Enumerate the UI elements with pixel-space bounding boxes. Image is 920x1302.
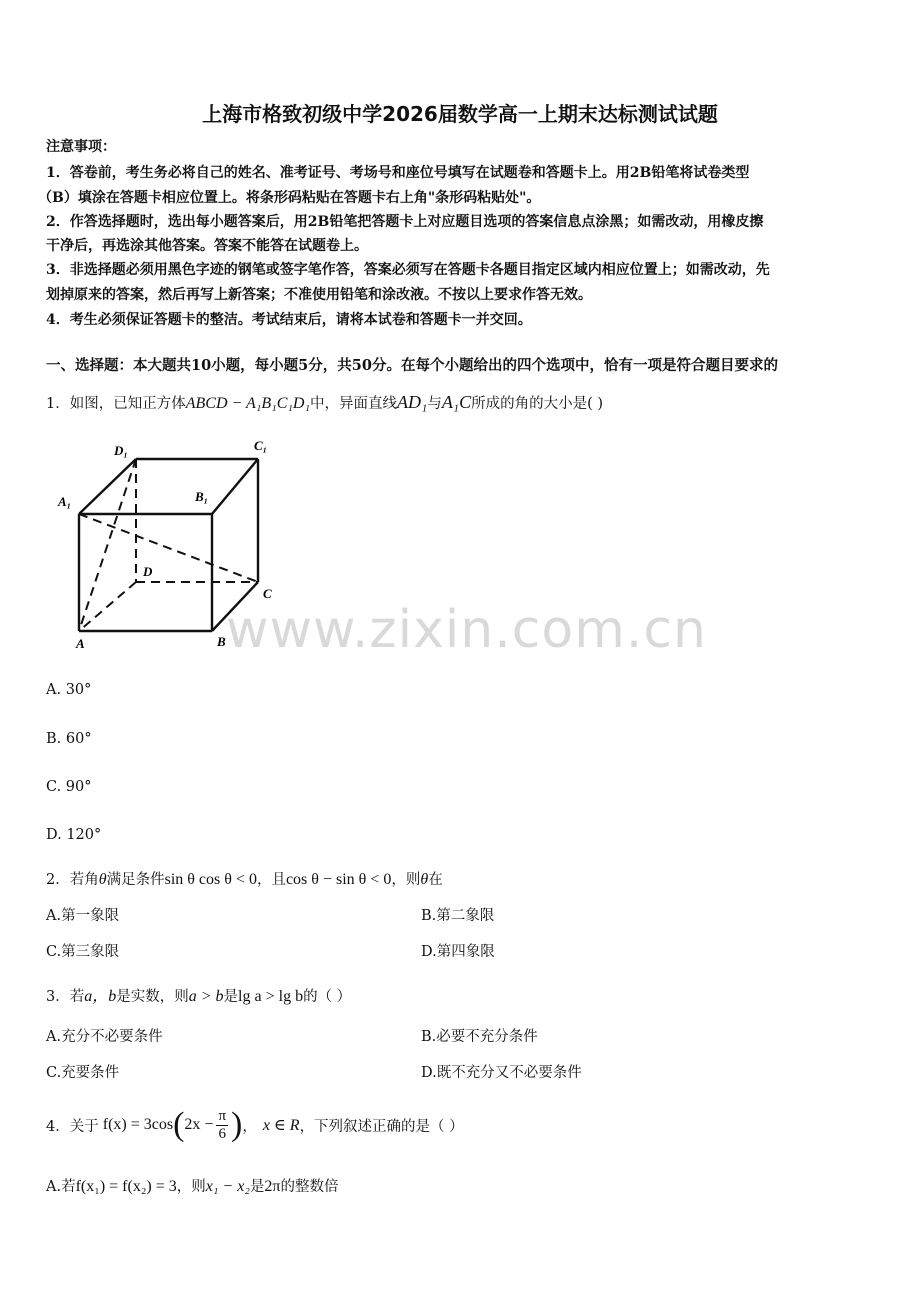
page-title: 上海市格致初级中学2026届数学高一上期末达标测试试题 bbox=[202, 102, 718, 126]
q1-suffix: 所成的角的大小是( ) bbox=[471, 396, 604, 412]
q1-option-d: D. 120° bbox=[46, 827, 102, 843]
label-b: B bbox=[217, 634, 226, 649]
q2-cond2: cos θ − sin θ < 0 bbox=[285, 871, 392, 888]
q4-domain: x ∈ R bbox=[262, 1117, 300, 1134]
q1-line1: AD₁ bbox=[397, 392, 428, 412]
q3-option-d: D.既不充分又不必要条件 bbox=[421, 1065, 582, 1081]
q2-text: ，则 bbox=[391, 872, 421, 888]
q4-fraction bbox=[216, 1108, 228, 1143]
q4-text: ，下列叙述正确的是（ ） bbox=[299, 1118, 464, 1135]
label-d1: D₁ bbox=[114, 443, 128, 458]
q4-opt-text: ，则 bbox=[176, 1179, 206, 1195]
q3-cond1: a > b bbox=[188, 988, 224, 1005]
label-d: D bbox=[143, 564, 153, 579]
q3-vars: a，b bbox=[84, 988, 117, 1005]
q4-func: f(x) = 3cos bbox=[102, 1116, 174, 1133]
q1-option-a: A. 30° bbox=[46, 682, 92, 698]
q2-text: ，且 bbox=[256, 872, 286, 888]
q2-theta: θ bbox=[420, 871, 429, 888]
watermark: www.zixin.com.cn bbox=[226, 600, 707, 660]
q3-text: 3．若 bbox=[46, 989, 85, 1005]
label-b1: B₁ bbox=[195, 489, 209, 504]
q4-paren-close: ) bbox=[231, 1106, 243, 1143]
q1-mid: 中，异面直线 bbox=[310, 396, 398, 412]
q2-cond1: sin θ cos θ < 0 bbox=[164, 871, 257, 888]
notice-line: 3．非选择题必须用黑色字迹的钢笔或签字笔作答，答案必须写在答题卡各题目指定区域内相应位置上；如需改动，先 bbox=[46, 262, 770, 278]
q2-text: 满足条件 bbox=[106, 872, 165, 888]
q4-opt-cond: f(x₁) = f(x₂) = 3 bbox=[75, 1178, 177, 1195]
notice-line: （B）填涂在答题卡相应位置上。将条形码粘贴在答题卡右上角"条形码粘贴处"。 bbox=[38, 190, 541, 206]
section-heading: 一、选择题：本大题共10小题，每小题5分，共50分。在每个小题给出的四个选项中，恰有一项是符合题目要求的 bbox=[46, 357, 778, 374]
q4-frac-num: π bbox=[218, 1107, 227, 1124]
label-a: A bbox=[76, 636, 85, 651]
q3-option-a: A.充分不必要条件 bbox=[46, 1029, 163, 1045]
q4-opt-expr: x₁ − x₂ bbox=[205, 1178, 250, 1195]
q1-and: 与 bbox=[427, 396, 442, 412]
q1-solid: ABCD − A₁B₁C₁D₁ bbox=[185, 395, 311, 412]
q3-text: 是 bbox=[223, 989, 239, 1005]
q3-option-b: B.必要不充分条件 bbox=[421, 1029, 538, 1045]
question-2 bbox=[46, 868, 443, 889]
q3-option-c: C.充要条件 bbox=[46, 1065, 120, 1081]
q1-prefix: 1．如图，已知正方体 bbox=[46, 396, 186, 412]
notice-line: 划掉原来的答案，然后再写上新答案；不准使用铅笔和涂改液。不按以上要求作答无效。 bbox=[46, 287, 592, 303]
q2-option-a: A.第一象限 bbox=[46, 908, 120, 924]
label-c1: C₁ bbox=[254, 438, 268, 453]
q4-opt-text: A.若 bbox=[46, 1179, 76, 1195]
q4-paren-open: ( bbox=[173, 1106, 185, 1143]
q4-text: 4．关于 bbox=[46, 1118, 99, 1135]
q2-theta: θ bbox=[98, 871, 107, 888]
q1-option-c: C. 90° bbox=[46, 779, 92, 795]
q2-option-c: C.第三象限 bbox=[46, 944, 120, 960]
notice-line: 1．答卷前，考生务必将自己的姓名、准考证号、考场号和座位号填写在试题卷和答题卡上。用2B铅笔将试卷类型 bbox=[46, 165, 750, 181]
q4-opt-val: 2π bbox=[264, 1178, 281, 1195]
notice-line: 2．作答选择题时，选出每小题答案后，用2B铅笔把答题卡上对应题目选项的答案信息点涂黑；如需改动，用橡皮擦 bbox=[46, 214, 764, 230]
q2-option-d: D.第四象限 bbox=[421, 944, 495, 960]
notice-line: 干净后，再选涂其他答案。答案不能答在试题卷上。 bbox=[46, 238, 368, 254]
notice-heading: 注意事项： bbox=[46, 139, 116, 155]
q3-cond2: lg a > lg b bbox=[238, 988, 304, 1005]
q1-option-b: B. 60° bbox=[46, 731, 92, 747]
label-a1: A₁ bbox=[58, 494, 72, 509]
q2-text: 在 bbox=[428, 872, 443, 888]
question-3 bbox=[46, 983, 351, 1006]
q4-option-a bbox=[46, 1175, 338, 1196]
q4-opt-text: 是 bbox=[249, 1179, 265, 1195]
q1-line2: A₁C bbox=[441, 392, 472, 412]
q4-frac-den: 6 bbox=[218, 1125, 226, 1142]
q4-func-arg: 2x − bbox=[184, 1116, 214, 1133]
question-4 bbox=[46, 1100, 464, 1150]
q2-text: 2．若角 bbox=[46, 872, 99, 888]
q3-text: 的（ ） bbox=[303, 989, 352, 1005]
notice-line: 4．考生必须保证答题卡的整洁。考试结束后，请将本试卷和答题卡一并交回。 bbox=[46, 312, 532, 328]
q2-option-b: B.第二象限 bbox=[421, 908, 495, 924]
q4-text: ， bbox=[242, 1118, 257, 1135]
question-1 bbox=[46, 392, 603, 413]
q3-text: 是实数，则 bbox=[116, 989, 189, 1005]
q4-opt-text: 的整数倍 bbox=[280, 1179, 339, 1195]
label-c: C bbox=[263, 586, 272, 601]
